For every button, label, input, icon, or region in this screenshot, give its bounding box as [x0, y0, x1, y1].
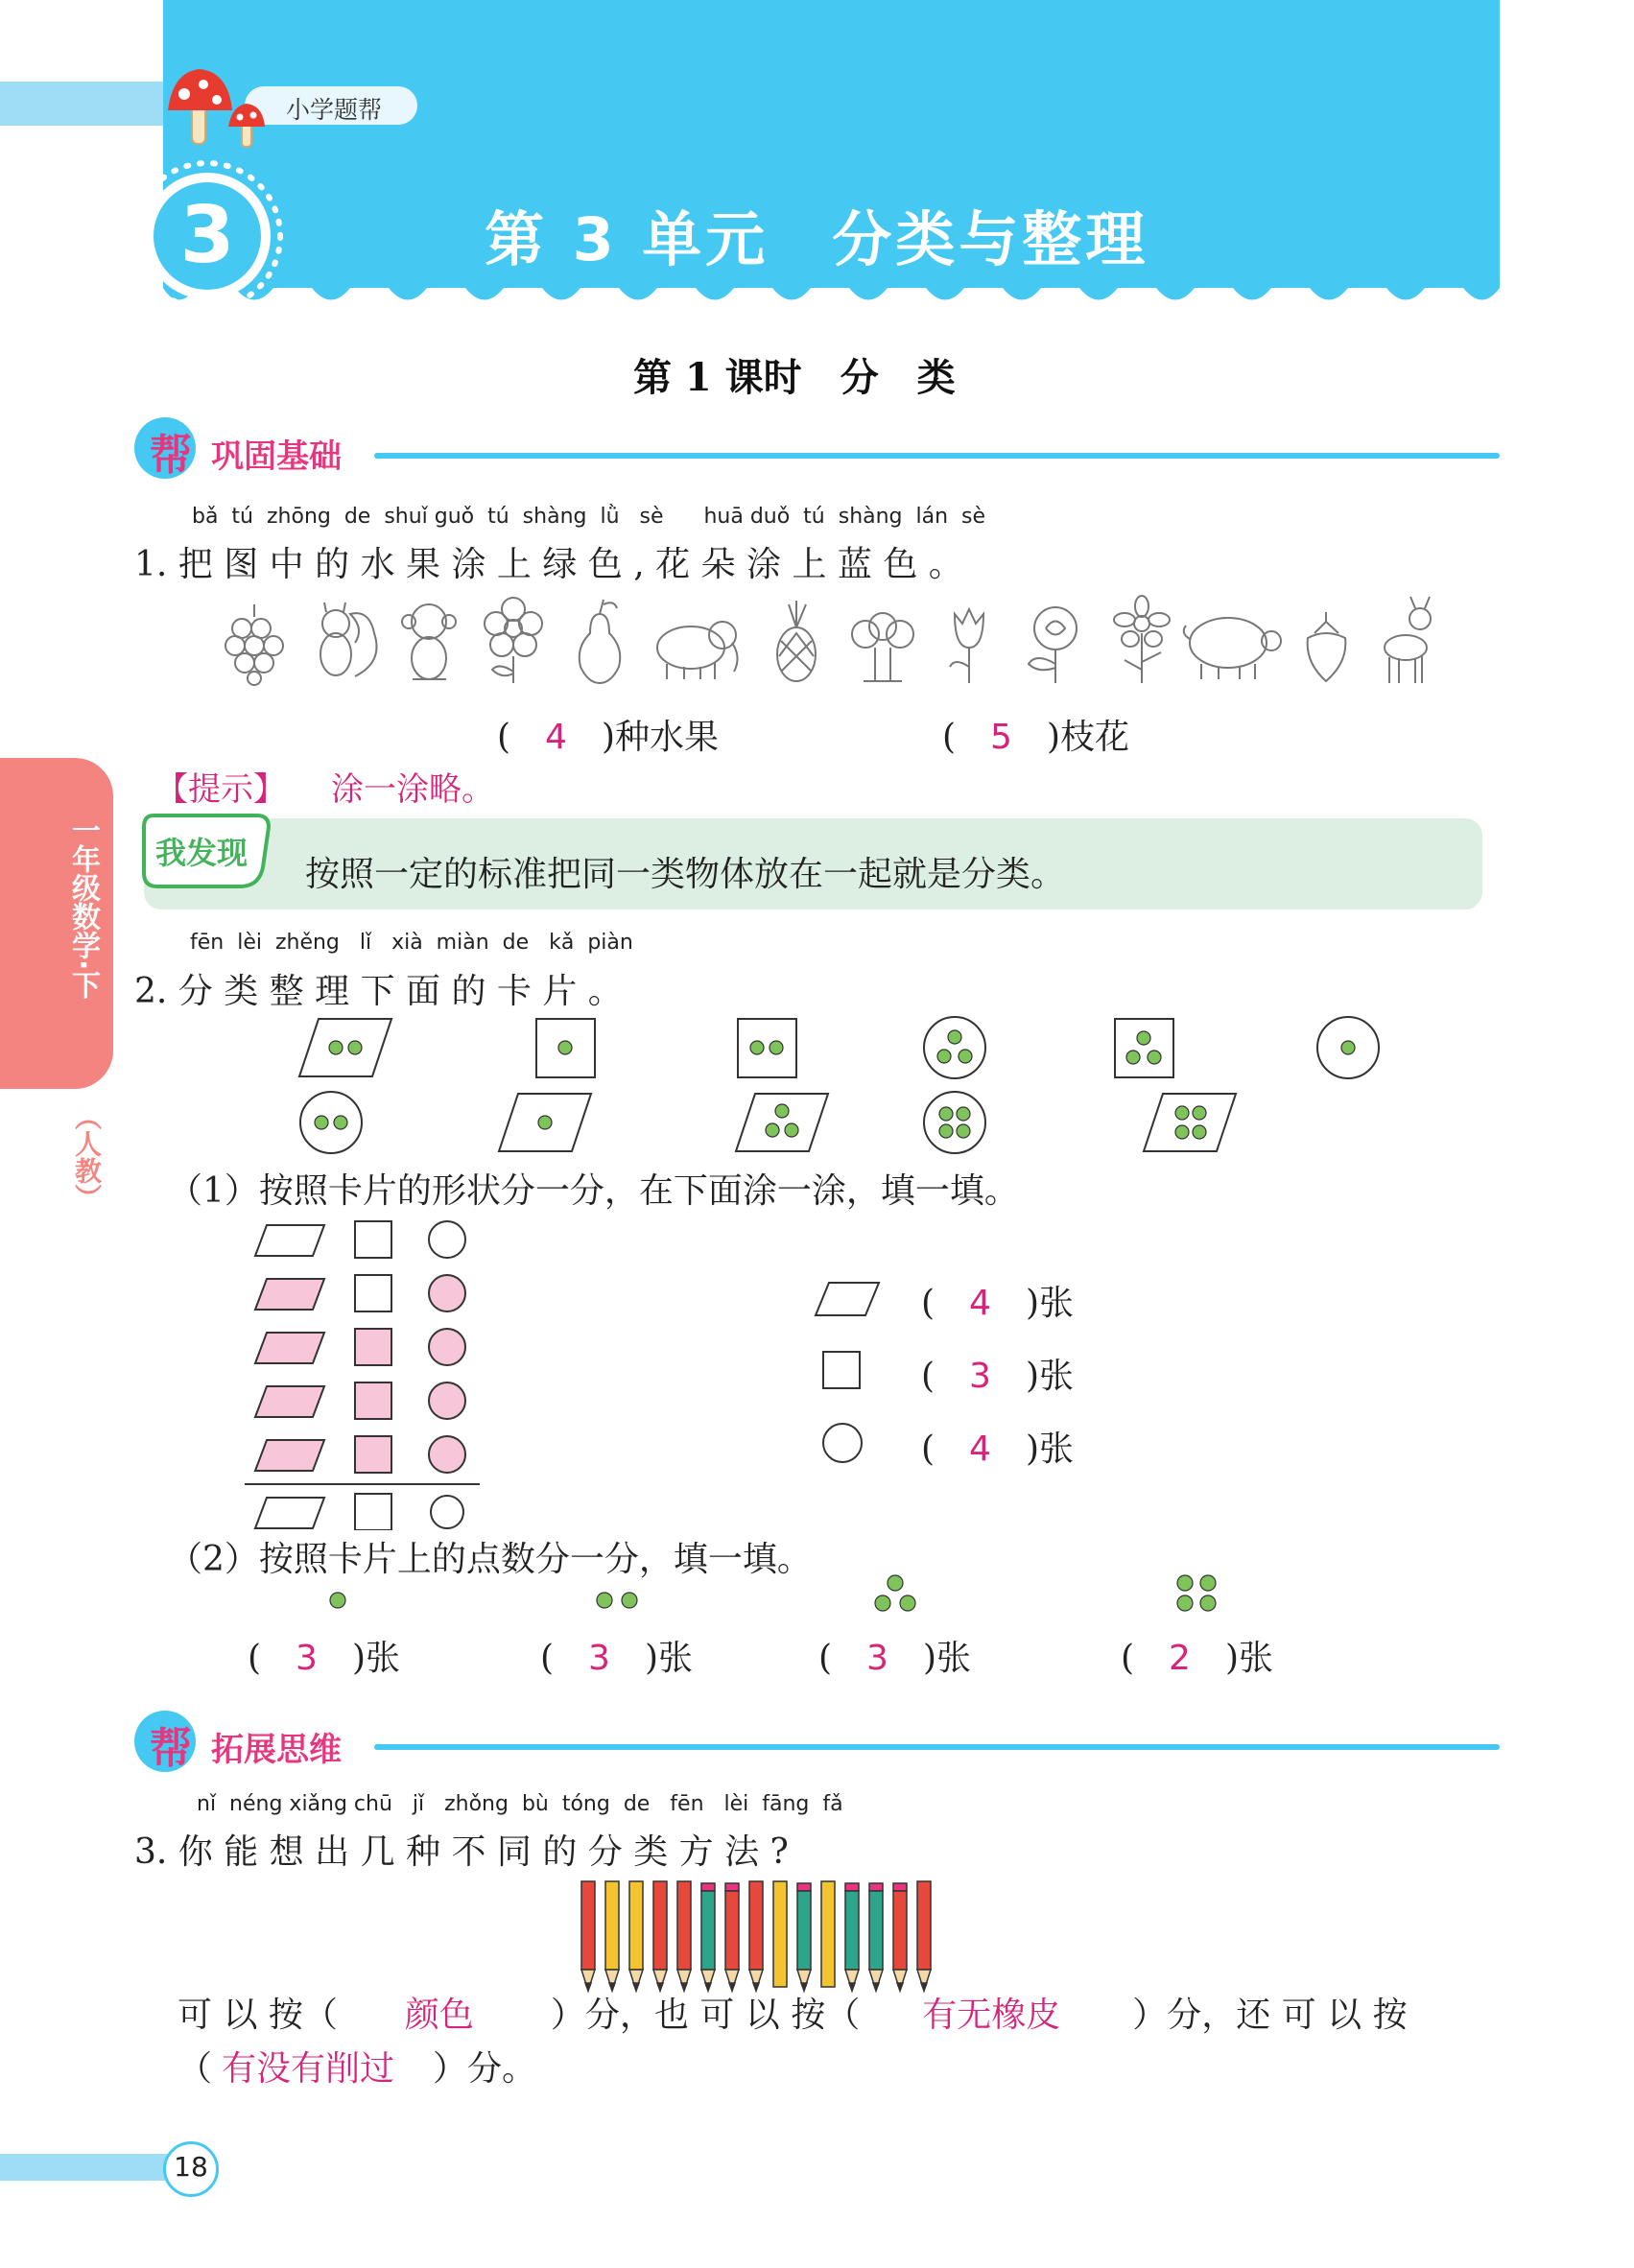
section-rule: [374, 1744, 1500, 1750]
section-prefix: 帮: [150, 1724, 192, 1773]
q3-answer-color: 颜色: [404, 1996, 474, 2035]
section-rule: [374, 453, 1500, 459]
circle-count-blank: ( 4 )张: [921, 1429, 1075, 1469]
four-dots-count-answer: 2: [1169, 1639, 1191, 1678]
fruit-count-label: 种水果: [615, 718, 720, 757]
four-dots-count-blank: ( 2 )张: [1121, 1639, 1274, 1678]
card-square-3dots: [1113, 1017, 1175, 1079]
section-header-basics: [134, 413, 1500, 480]
card-parallelogram-4dots: [1142, 1092, 1238, 1154]
flower-icon: [475, 595, 552, 686]
pencils-row: [576, 1876, 1103, 2000]
unit-label: 张: [1039, 1284, 1075, 1323]
two-dots-count-answer: 3: [588, 1639, 610, 1678]
side-tab-edition: （人教）: [71, 1103, 103, 1211]
parallelogram-icon: [814, 1281, 881, 1317]
card-circle-1dot: [1314, 1014, 1382, 1081]
q3-answer-sharpened: 有没有削过: [222, 2049, 395, 2089]
q3-pinyin: nǐ néng xiǎng chū jǐ zhǒng bù tóng de fēn lèi fāng fǎ: [197, 1792, 843, 1816]
unit-label: 张: [1039, 1357, 1075, 1396]
q2-text: 2. 分 类 整 理 下 面 的 卡 片 。: [134, 972, 623, 1011]
q2-sub2: （2）按照卡片上的点数分一分，填一填。: [168, 1540, 812, 1579]
mushroom-logo-icon: [163, 58, 278, 154]
square-icon: [821, 1350, 862, 1390]
card-parallelogram-1dot: [497, 1092, 593, 1154]
three-dots-count-answer: 3: [866, 1639, 888, 1678]
elephant-icon: [648, 604, 744, 681]
two-dots-count-blank: ( 3 )张: [540, 1639, 694, 1678]
hint-text: 涂一涂略。: [331, 770, 494, 809]
unit-label: 张: [936, 1639, 972, 1678]
shape-coloring-grid: [240, 1214, 489, 1530]
q2-sub1: （1）按照卡片的形状分一分，在下面涂一涂，填一填。: [168, 1171, 1019, 1211]
pineapple-icon: [768, 595, 825, 686]
flower-count-blank: ( 5 )枝花: [942, 718, 1130, 757]
q1-pinyin: bǎ tú zhōng de shuǐ guǒ tú shàng lǜ sè huā duǒ tú shàng lán sè: [192, 505, 986, 529]
rose-icon: [1017, 595, 1094, 686]
page-number: 18: [174, 2151, 208, 2183]
deer-icon: [1372, 595, 1449, 686]
unit-label: 张: [1239, 1639, 1274, 1678]
fruit-count-answer: 4: [545, 718, 567, 757]
pear-icon: [571, 595, 628, 686]
card-circle-3dots: [921, 1014, 988, 1081]
picture-row: [221, 590, 1468, 696]
daisy-icon: [1103, 595, 1180, 686]
hint-label: 【提示】: [155, 770, 286, 809]
unit-title: 第 3 单元 分类与整理: [485, 204, 1149, 274]
q3-line1: [178, 1988, 1408, 2037]
section-title: 拓展思维: [211, 1731, 342, 1769]
strawberry-icon: [1300, 604, 1353, 686]
fruit-count-blank: ( 4 )种水果: [497, 718, 720, 757]
q3-line2-part-a: （: [178, 2049, 213, 2089]
mushroom-flower-icon: [844, 600, 921, 686]
grape-icon: [221, 600, 288, 686]
circle-icon: [821, 1422, 864, 1464]
card-square-1dot: [534, 1017, 597, 1079]
unit-number: 3: [179, 190, 235, 281]
monkey-icon: [393, 595, 465, 686]
q3-line2-part-b: ）分。: [433, 2049, 537, 2089]
circle-count-answer: 4: [969, 1429, 991, 1469]
pig-icon: [1180, 604, 1286, 681]
unit-label: 张: [658, 1639, 694, 1678]
four-dots-icon: [1172, 1573, 1220, 1614]
card-circle-4dots: [921, 1089, 988, 1156]
q2-pinyin: fēn lèi zhěng lǐ xià miàn de kǎ piàn: [190, 931, 633, 955]
lesson-title: 第 1 课时 分 类: [633, 355, 956, 400]
parallelogram-count-answer: 4: [969, 1284, 991, 1323]
section-title: 巩固基础: [211, 437, 342, 476]
one-dot-count-answer: 3: [296, 1639, 318, 1678]
card-square-2dots: [736, 1017, 798, 1079]
three-dots-icon: [871, 1573, 919, 1614]
q3-answer-eraser: 有无橡皮: [922, 1996, 1061, 2035]
brand-name: 小学题帮: [286, 96, 383, 124]
card-circle-2dots: [297, 1089, 365, 1156]
side-tab-grade: 一年级数学·下: [66, 815, 100, 1000]
q3-text: 3. 你 能 想 出 几 种 不 同 的 分 类 方 法 ?: [134, 1832, 789, 1872]
one-dot-count-blank: ( 3 )张: [248, 1639, 401, 1678]
cards-area: [288, 1007, 1391, 1180]
flower-count-answer: 5: [990, 718, 1012, 757]
q3-line2: [178, 2042, 536, 2091]
discovery-label: 我发现: [155, 835, 249, 871]
section-prefix: 帮: [150, 431, 192, 480]
tulip-icon: [940, 595, 998, 686]
card-parallelogram-2dots: [297, 1017, 393, 1079]
q3-line1-part-b: ）分，也 可 以 按（: [550, 1996, 861, 2035]
unit-label: 张: [1039, 1429, 1075, 1469]
q1-text: 1. 把 图 中 的 水 果 涂 上 绿 色 , 花 朵 涂 上 蓝 色 。: [134, 545, 963, 584]
square-count-answer: 3: [969, 1357, 991, 1396]
flower-count-label: 枝花: [1060, 718, 1130, 757]
q3-line1-part-c: ）分，还 可 以 按: [1132, 1996, 1408, 2035]
parallelogram-count-blank: ( 4 )张: [921, 1284, 1075, 1323]
card-parallelogram-3dots: [734, 1092, 830, 1154]
two-dots-icon: [593, 1591, 641, 1610]
one-dot-icon: [328, 1591, 347, 1610]
squirrel-icon: [307, 595, 384, 686]
discovery-text: 按照一定的标准把同一类物体放在一起就是分类。: [305, 855, 1066, 894]
q3-line1-part-a: 可 以 按（: [178, 1996, 338, 2035]
three-dots-count-blank: ( 3 )张: [818, 1639, 972, 1678]
unit-label: 张: [366, 1639, 401, 1678]
square-count-blank: ( 3 )张: [921, 1357, 1075, 1396]
section-header-extend: [134, 1706, 1500, 1773]
